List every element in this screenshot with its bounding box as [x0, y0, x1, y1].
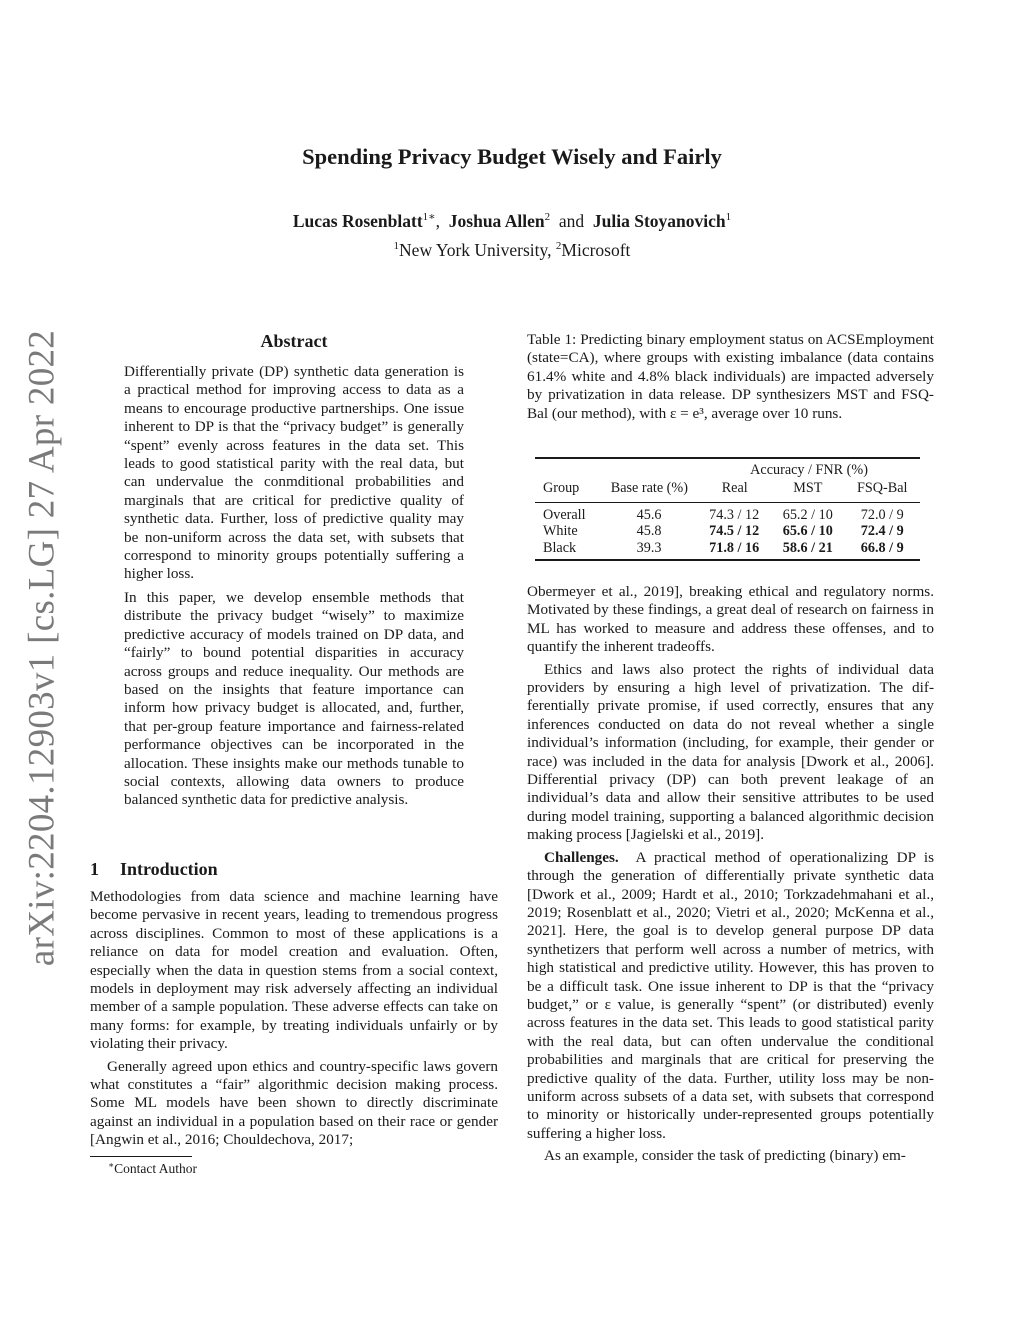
table-cell: 74.5 / 12 [709, 523, 760, 540]
intro-paragraph: Generally agreed upon ethics and country-specific laws govern what constitutes a “fair” algorithmic decision making process. Some ML models have been shown to directly discriminate against an individual in a population based on their race or gender [Angwin et al., 2016; Chouldechova, 2017; [90, 1057, 498, 1149]
table-cell: White [543, 523, 578, 540]
table-cell: 65.2 / 10 [782, 506, 833, 523]
abstract-paragraph: In this paper, we develop ensemble methods that distribute the privacy budget “wisely” to maximize predictive accuracy of models trained on DP data, and “fairly” to bound potential disparities in accuracy across groups and reduce inequality. Our methods are based on the insights that feature importance can inform how privacy budget is allocated, and, further, that per-group feature importance and fairness-related performance objectives can be incorporated in the allocation. These insights make our methods tunable to social contexts, allowing data owners to produce balanced synthetic data for predictive analysis. [124, 588, 464, 809]
table-header-cell: Base rate (%) [610, 479, 688, 496]
affiliations: $^1$New York University, $^2$Microsoft [393, 240, 631, 260]
affiliation-name: Microsoft [561, 240, 631, 260]
table-cell: Overall [543, 506, 586, 523]
affiliation-name: New York University [399, 240, 548, 260]
table-row [535, 523, 920, 540]
table-cell: 58.6 / 21 [782, 539, 833, 556]
section-title: Introduction [120, 859, 218, 879]
author-conjunction: and [558, 211, 585, 231]
footnote-rule [90, 1156, 192, 1157]
author-separator: , [435, 211, 441, 231]
affiliation-mark: 1 [393, 240, 400, 252]
table-row [535, 540, 920, 557]
section-number: 1 [90, 859, 99, 879]
author-name: Joshua Allen [448, 211, 545, 231]
author-marks: 1 [725, 211, 732, 223]
table-cell: 72.4 / 9 [860, 523, 904, 540]
table-header-cell: FSQ-Bal [856, 479, 908, 496]
table-cell: 74.3 / 12 [709, 506, 760, 523]
abstract-heading: Abstract [260, 331, 328, 351]
table-mid-rule [535, 502, 920, 503]
paper-title: Spending Privacy Budget Wisely and Fairly [302, 144, 722, 169]
table-super-header: Accuracy / FNR (%) [750, 461, 868, 478]
introduction-body [90, 888, 498, 1150]
table-header-cell: MST [793, 479, 823, 496]
table-cell: 71.8 / 16 [709, 539, 760, 556]
author-name: Julia Stoyanovich [592, 211, 726, 231]
affiliation-mark: 2 [555, 240, 562, 252]
body-paragraph: Ethics and laws also protect the rights of individual data providers by ensuring a high level of privatization. The differentially private promise, if used correctly, ensures that any inferences conducted on data do not reveal whether a single individual’s information (including, for example, their gender or race) was included in the data for analysis [Dwork et al., 2006]. Differential privacy (DP) can both prevent leakage of an individual’s data and allow their sensitive attributes to be used during model training, supporting a balanced algorithmic decision making process [Jagielski et al., 2019]. [527, 660, 934, 844]
footnote-text: Contact Author [114, 1161, 197, 1176]
intro-paragraph: Methodologies from data science and machine learning have become pervasive in recent years, leading to tremendous progress across disciplines. Common to most of these applications is a reliance on data for model creation and evaluation. Often, especially when the data in question stems from a social context, models in deployment may risk adversely affecting an individual member of a sample population. These adverse effects can take on many forms: for example, by treating individuals unfairly or by violating their privacy. [90, 888, 498, 1053]
results-table [535, 457, 920, 561]
author-marks: 2 [544, 211, 551, 223]
table-cell: 39.3 [636, 539, 662, 556]
table-header-cell: Real [721, 479, 748, 496]
table-row [535, 507, 920, 524]
table-cell: 45.6 [636, 506, 662, 523]
abstract-paragraph: Differentially private (DP) synthetic data generation is a practical method for improving access to data as a means to encourage productive partnerships. One issue inherent to DP is that the “privacy budget” is generally “spent” evenly across features in the data set. This leads to good statistical parity with the real data, but can undervalue the conmditional probabilities and marginals that are critical for predictive quality of synthetic data. Further, loss of predictive quality may be non-uniform across the data set, with subsets that correspond to minority groups potentially suffering a higher loss. [124, 363, 464, 583]
arxiv-identifier-text: arXiv:2204.12903v1 [cs.LG] 27 Apr 2022 [21, 329, 63, 967]
table-header-cell: Group [543, 479, 580, 496]
footnote-mark: ∗ [108, 1160, 115, 1170]
table-caption: Table 1: Predicting binary employment status on ACSEmployment (state=CA), where groups with existing imbalance (data contains 61.4% white and 4.8% black individuals) are impacted adversely by privatization in data release. DP synthesizers MST and FSQ-Bal (our method), with ε = e³, average over 10 runs. [527, 331, 934, 422]
author-marks: 1∗ [422, 211, 436, 223]
footnote [108, 1161, 197, 1177]
table-bottom-rule [535, 559, 920, 561]
table-cell: 65.6 / 10 [782, 523, 833, 540]
table-cell: 45.8 [636, 523, 662, 540]
table-cell: Black [543, 539, 577, 556]
paragraph-text: A practical method of operationalizing DP is through the generation of differentially private synthetic data [Dwork et al., 2009; Hardt et al., 2010; Torkzadehmahani et al., 2019; Rosenblatt et al., 2020; Vietri et al., 2020; McKenna et al., 2021]. Here, the goal is to develop general purpose DP data synthetizers that perform well across a number of metrics, with high statistical and predictive utility. However, this has proven to be a difficult task. One issue inherent to DP is that the “privacy budget,” or ε value, is generally “spent” (or distributed) evenly across features in the data set. This leads to good statistical parity with the real data, but can often undervalue the conditional probabilities and marginals that are critical for preserving the predictive quality of the data. Further, utility loss may be non-uniform across subsets of a data set, with subsets that correspond to minority or historically under-represented groups potentially suffering a higher loss. [527, 848, 934, 1142]
body-paragraph-challenges [527, 849, 934, 1144]
paragraph-lead: Challenges. [544, 848, 619, 866]
author-list [0, 211, 1024, 232]
right-column-body [527, 583, 934, 1166]
table-cell: 72.0 / 9 [860, 506, 904, 523]
body-paragraph: Obermeyer et al., 2019], breaking ethical and regulatory norms. Motivated by these findings, a great deal of research on fairness in ML has worked to measure and address these offenses, and to quantify the inherent tradeoffs. [527, 583, 934, 656]
body-paragraph: As an example, consider the task of predicting (binary) em- [544, 1147, 906, 1165]
abstract-body [124, 363, 464, 810]
section-heading-introduction [90, 859, 218, 880]
table-cell: 66.8 / 9 [860, 539, 904, 556]
author-name: Lucas Rosenblatt [292, 211, 423, 231]
